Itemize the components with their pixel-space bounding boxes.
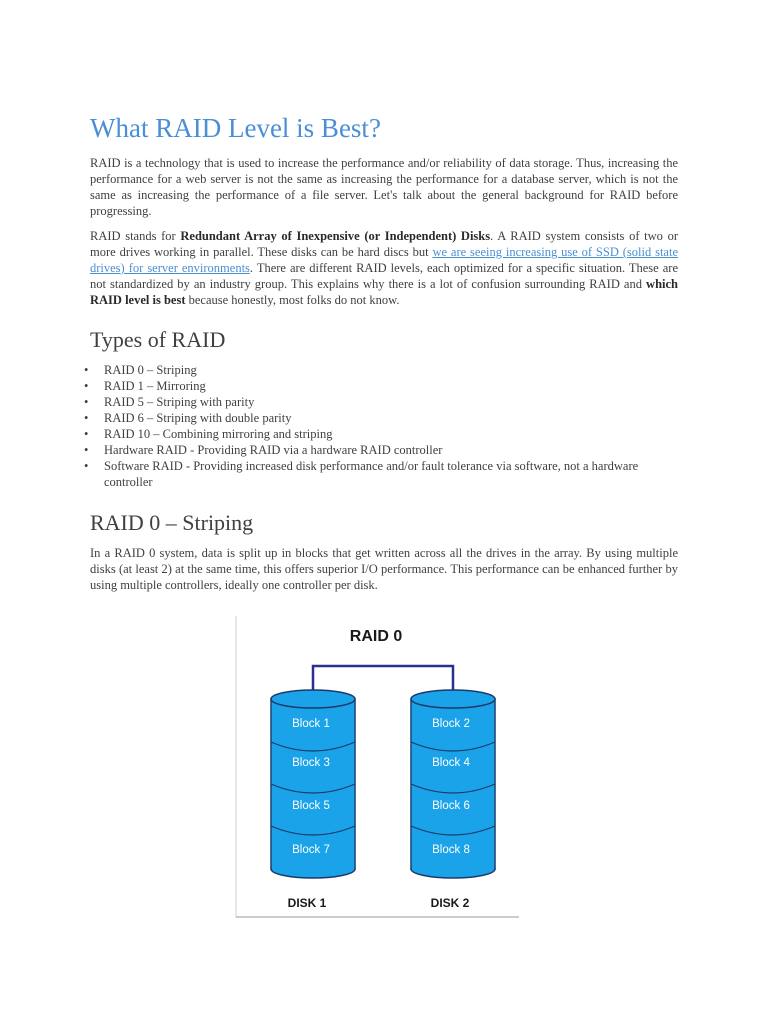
text-span: RAID stands for (90, 229, 181, 243)
disk-1-label: DISK 1 (287, 896, 327, 910)
list-item: • Hardware RAID - Providing RAID via a hardware RAID controller (90, 442, 678, 458)
intro-paragraph: RAID is a technology that is used to increase the performance and/or reliability of data storage. Thus, increasing the performance for a web server is not the same as increasing the performance for a database server, which is not the same as increasing the performance of a file server. Let's talk about the general background for RAID before progressing. (90, 156, 678, 218)
bold-term: Redundant Array of Inexpensive (or Independent) Disks (180, 229, 491, 243)
raid0-paragraph: In a RAID 0 system, data is split up in blocks that get written across all the drives in the array. By using multiple disks (at least 2) at the same time, this offers superior I/O performance. This performance can be enhanced further by using multiple controllers, ideally one controller per disk. (90, 546, 678, 592)
text-span: . There are different RAID levels, each optimized for a specific situation. These are not standardized by an industry group. This explains why there is a lot of confusion surrounding RAID and (90, 261, 678, 291)
list-item: • RAID 6 – Striping with double parity (90, 410, 678, 426)
disk-2-label: DISK 2 (430, 896, 470, 910)
disk-top-cap (411, 690, 495, 708)
disk-2 (411, 690, 495, 878)
raid0-diagram (233, 614, 523, 924)
list-item: • Software RAID - Providing increased disk performance and/or fault tolerance via software, not a hardware controller (90, 458, 678, 490)
block-label: Block 4 (432, 757, 470, 769)
block-label: Block 8 (432, 844, 470, 856)
diagram-title: RAID 0 (349, 628, 403, 645)
block-label: Block 3 (292, 757, 330, 769)
text-span: . A RAID system consists of two or more drives working in parallel. These disks can be hard discs but (90, 229, 678, 259)
ssd-link[interactable]: we are seeing increasing use of SSD (solid state drives) for server environments (90, 245, 678, 275)
raid-types-list (90, 362, 678, 490)
list-item: • RAID 5 – Striping with parity (90, 394, 678, 410)
raid0-heading: RAID 0 – Striping (90, 510, 254, 535)
page-title: What RAID Level is Best? (90, 113, 381, 143)
list-item: • RAID 1 – Mirroring (90, 378, 678, 394)
block-label: Block 5 (292, 800, 330, 812)
list-item: • RAID 10 – Combining mirroring and striping (90, 426, 678, 442)
types-heading: Types of RAID (90, 327, 226, 352)
block-label: Block 7 (292, 844, 330, 856)
text-span: because honestly, most folks do not know. (185, 293, 400, 307)
disk-1 (271, 690, 355, 878)
block-label: Block 2 (432, 718, 470, 730)
disk-top-cap (271, 690, 355, 708)
list-item: • RAID 0 – Striping (90, 362, 678, 378)
bold-phrase: which RAID level is best (90, 277, 678, 307)
block-label: Block 1 (292, 718, 330, 730)
definition-paragraph (90, 228, 678, 308)
block-label: Block 6 (432, 800, 470, 812)
